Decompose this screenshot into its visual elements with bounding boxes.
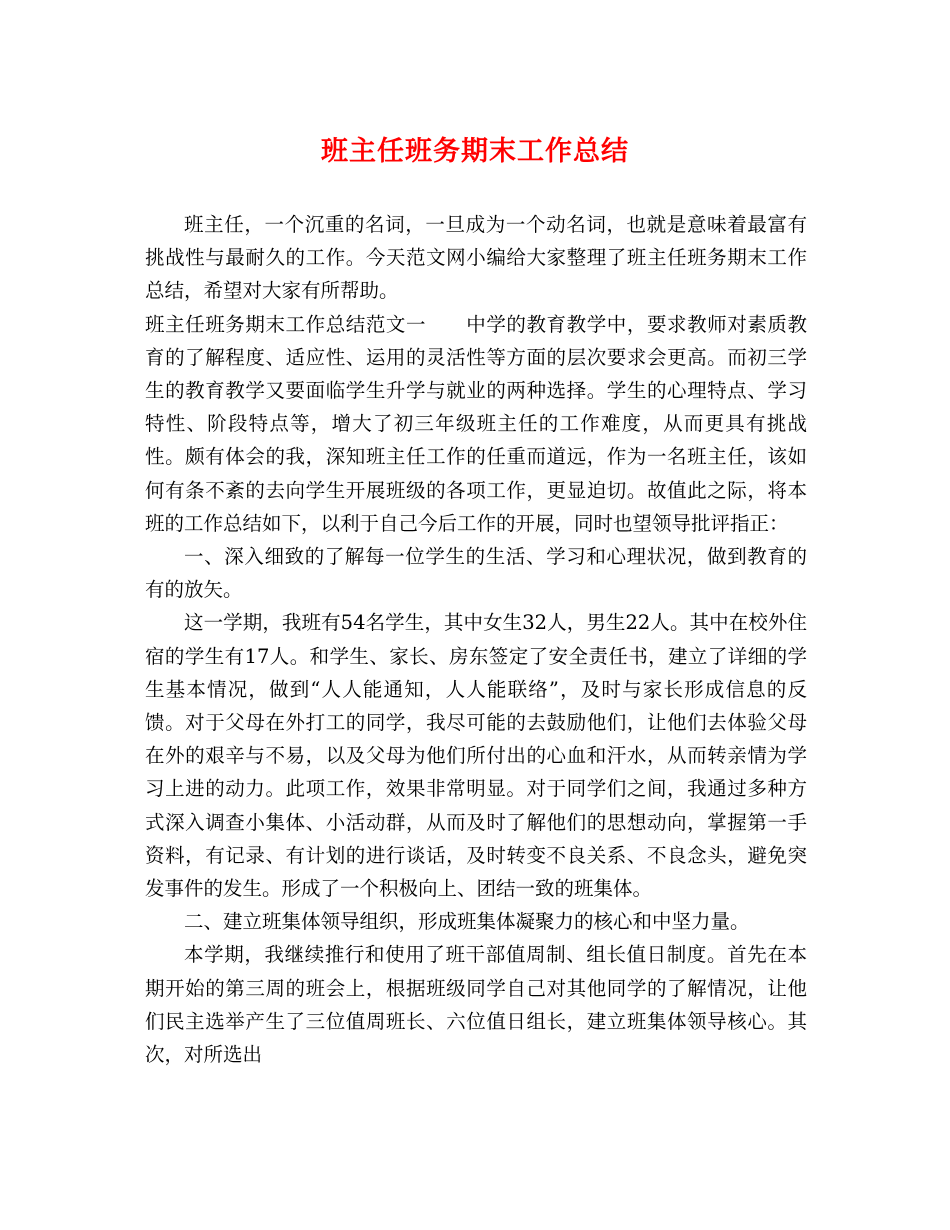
section-heading-two: 二、建立班集体领导组织，形成班集体凝聚力的核心和中坚力量。	[184, 910, 750, 934]
paragraph-section-two: 本学期，我继续推行和使用了班干部值周制、组长值日制度。首先在本期开始的第三周的班会上，根据班级同学自己对其他同学的了解情况，让他们民主选举产生了三位值周班长、六位值日组长，建立班集体领导核心。其次，对所选出	[145, 943, 807, 1067]
paragraph-sample-one: 班主任班务期末工作总结范文一 中学的教育教学中，要求教师对素质教育的了解程度、适应性、运用的灵活性等方面的层次要求会更高。而初三学生的教育教学又要面临学生升学与就业的两种选择。学生的心理特点、学习特性、阶段特点等，增大了初三年级班主任的工作难度，从而更具有挑战性。颇有体会的我，深知班主任工作的任重而道远，作为一名班主任，该如何有条不紊的去向学生开展班级的各项工作，更显迫切。故值此之际，将本班的工作总结如下，以利于自己今后工作的开展，同时也望领导批评指正：	[145, 312, 807, 535]
paragraph-intro: 班主任，一个沉重的名词，一旦成为一个动名词，也就是意味着最富有挑战性与最耐久的工作。今天范文网小编给大家整理了班主任班务期末工作总结，希望对大家有所帮助。	[145, 213, 807, 303]
section-heading-one: 一、深入细致的了解每一位学生的生活、学习和心理状况，做到教育的有的放矢。	[145, 545, 807, 602]
document-body	[145, 208, 807, 1071]
paragraph-section-one: 这一学期，我班有54名学生，其中女生32人，男生22人。其中在校外住宿的学生有17人。和学生、家长、房东签定了安全责任书，建立了详细的学生基本情况，做到“人人能通知，人人能联络”，及时与家长形成信息的反馈。对于父母在外打工的同学，我尽可能的去鼓励他们，让他们去体验父母在外的艰辛与不易，以及父母为他们所付出的心血和汗水，从而转亲情为学习上进的动力。此项工作，效果非常明显。对于同学们之间，我通过多种方式深入调查小集体、小活动群，从而及时了解他们的思想动向，掌握第一手资料，有记录、有计划的进行谈话，及时转变不良关系、不良念头，避免突发事件的发生。形成了一个积极向上、团结一致的班集体。	[145, 611, 807, 901]
document-title: 班主任班务期末工作总结	[321, 136, 629, 167]
